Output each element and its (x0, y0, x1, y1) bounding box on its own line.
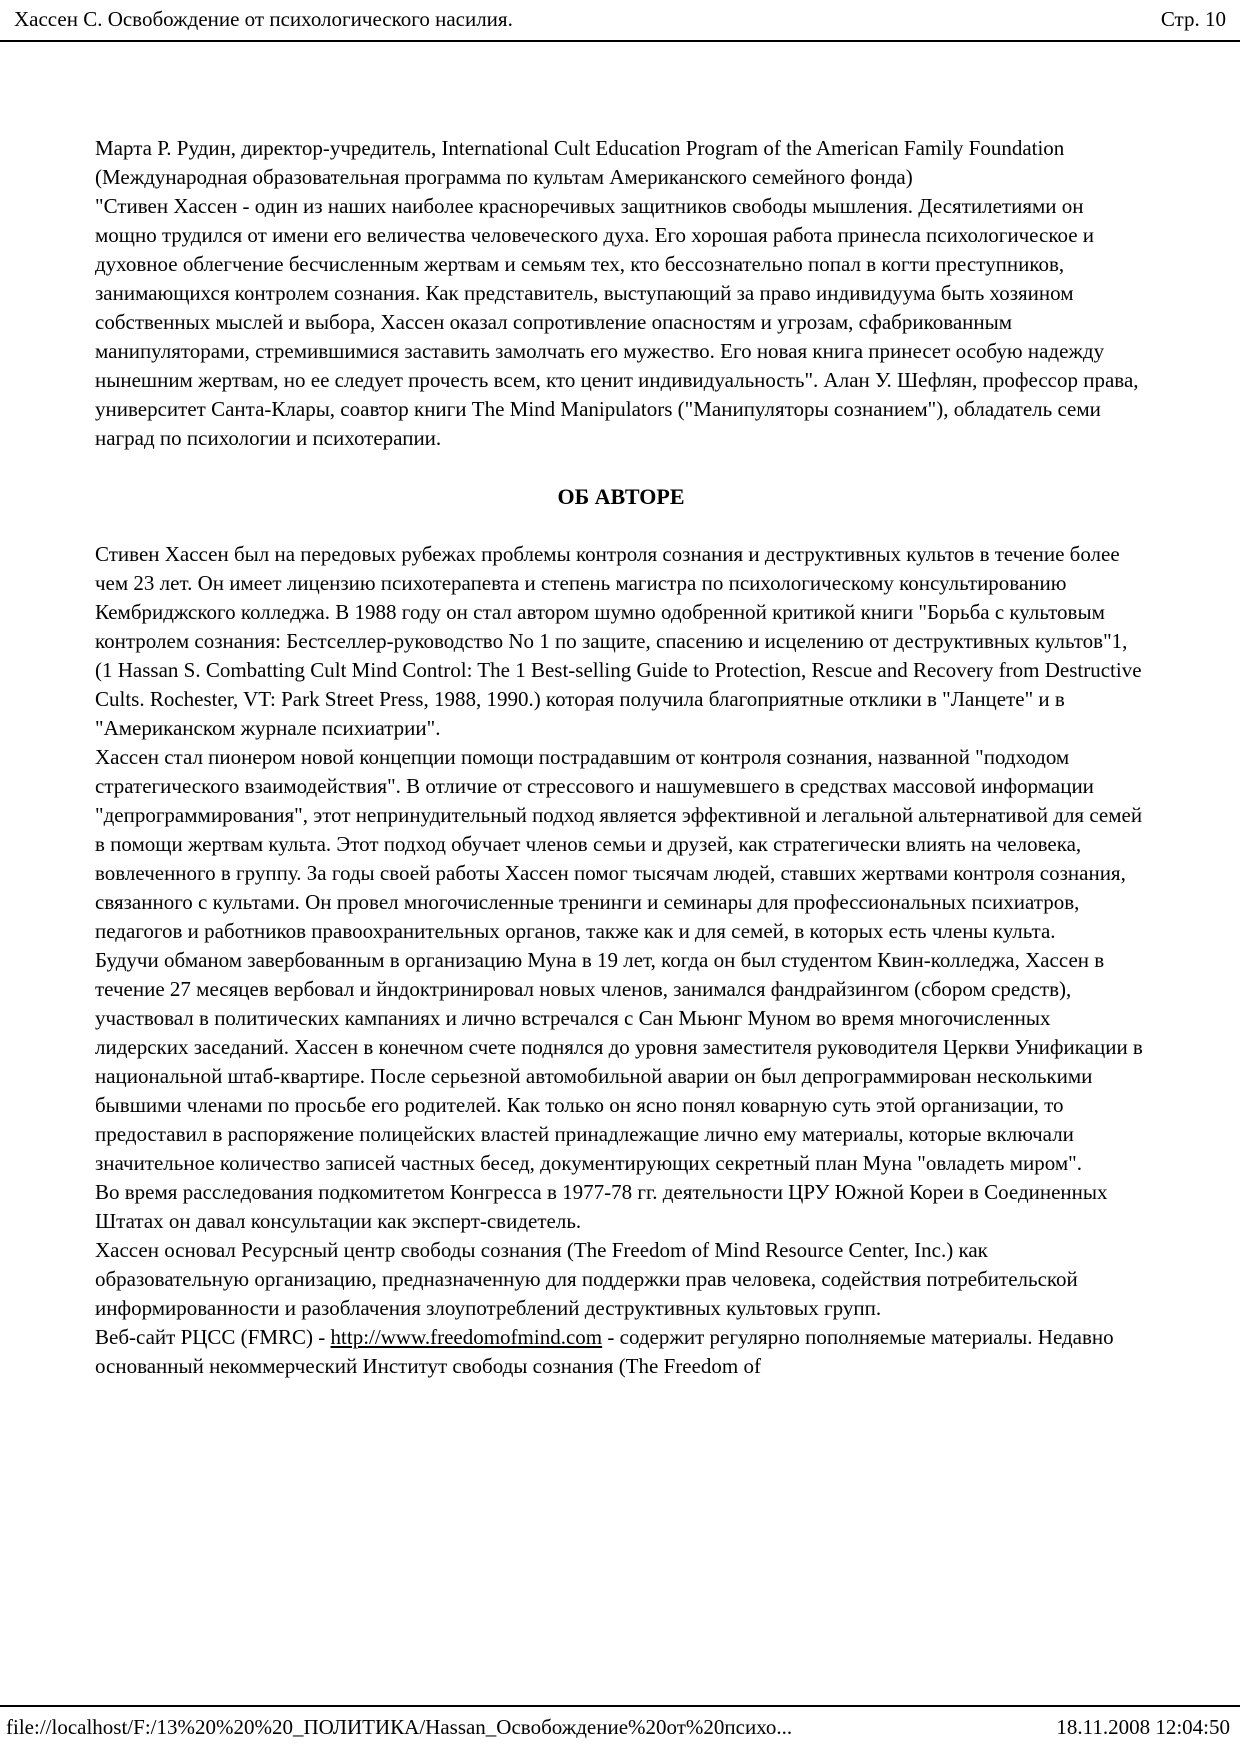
quote-paragraph: "Стивен Хассен - один из наших наиболее красноречивых защитников свободы мышления. Десятилетиями он мощно трудился от имени его величества человеческого духа. Его хорошая работа принесла психологическое и духовное облегчение бесчисленным жертвам и семьям тех, кто бессознательно попал в когти преступников, занимающихся контролем сознания. Как представитель, выступающий за право индивидуума быть хозяином собственных мыслей и выбора, Хассен оказал сопротивление опасностям и угрозам, сфабрикованным манипуляторами, стремившимися заставить замолчать его мужество. Его новая книга принесет особую надежду нынешним жертвам, но ее следует прочесть всем, кто ценит индивидуальность". Алан У. Шефлян, профессор права, университет Санта-Клары, соавтор книги The Mind Manipulators ("Манипуляторы сознанием"), обладатель семи наград по психологии и психотерапии. (95, 194, 1139, 450)
document-body (95, 134, 1147, 1381)
weblink-post-text: - содержит регулярно пополняемые материалы. Недавно основанный некоммерческий Институт свободы сознания (The Freedom of (95, 1325, 1114, 1378)
paragraph-about-5: Хассен основал Ресурсный центр свободы сознания (The Freedom of Mind Resource Center, Inc.) как образовательную организацию, предназначенную для поддержки прав человека, содействия потребительской информированности и разоблачения злоупотреблений деструктивных культовых групп. (95, 1238, 1078, 1320)
document-title: Хассен С. Освобождение от психологического насилия. (14, 7, 513, 31)
weblink-pre-text: Веб-сайт РЦСС (FMRC) - (95, 1325, 331, 1349)
print-datetime: 18.11.2008 12:04:50 (1056, 1715, 1230, 1739)
file-path: file://localhost/F:/13%20%20%20_ПОЛИТИКА/Hassan_Освобождение%20от%20психо... (6, 1715, 793, 1739)
print-header (0, 0, 1240, 42)
paragraph-about-2: Хассен стал пионером новой концепции помощи пострадавшим от контроля сознания, названной "подходом стратегического взаимодействия". В отличие от стрессового и нашумевшего в средствах массовой информации "депрограммирования", этот непринудительный подход является эффективной и легальной альтернативой для семей в помощи жертвам культа. Этот подход обучает членов семьи и друзей, как стратегически влиять на человека, вовлеченного в группу. За годы своей работы Хассен помог тысячам людей, ставших жертвами контроля сознания, связанного с культами. Он провел многочисленные тренинги и семинары для профессиональных психиатров, педагогов и работников правоохранительных органов, также как и для семей, в которых есть члены культа. (95, 745, 1143, 943)
attribution-paragraph: Марта Р. Рудин, директор-учредитель, International Cult Education Program of the American Family Foundation (Международная образовательная программа по культам Американского семейного фонда) (95, 136, 1065, 189)
paragraph-about-4: Во время расследования подкомитетом Конгресса в 1977-78 гг. деятельности ЦРУ Южной Кореи в Соединенных Штатах он давал консультации как эксперт-свидетель. (95, 1180, 1108, 1233)
section-heading: ОБ АВТОРЕ (557, 484, 685, 509)
paragraph-about-1: Стивен Хассен был на передовых рубежах проблемы контроля сознания и деструктивных культов в течение более чем 23 лет. Он имеет лицензию психотерапевта и степень магистра по психологическому консультированию Кембриджского колледжа. В 1988 году он стал автором шумно одобренной критикой книги "Борьба с культовым контролем сознания: Бестселлер-руководство No 1 по защите, спасению и исцелению от деструктивных культов"1, (1 Hassan S. Combatting Cult Mind Control: The 1 Best-selling Guide to Protection, Rescue and Recovery from Destructive Cults. Rochester, VT: Park Street Press, 1988, 1990.) которая получила благоприятные отклики в "Ланцете" и в "Американском журнале психиатрии". (95, 542, 1142, 740)
paragraph-about-3: Будучи обманом завербованным в организацию Муна в 19 лет, когда он был студентом Квин-колледжа, Хассен в течение 27 месяцев вербовал и йндоктринировал новых членов, занимался фандрайзингом (сбором средств), участвовал в политических кампаниях и лично встречался с Сан Мьюнг Муном во время многочисленных лидерских заседаний. Хассен в конечном счете поднялся до уровня заместителя руководителя Церкви Унификации в национальной штаб-квартире. После серьезной автомобильной аварии он был депрограммирован несколькими бывшими членами по просьбе его родителей. Как только он ясно понял коварную суть этой организации, то предоставил в распоряжение полицейских властей принадлежащие лично ему материалы, которые включали значительное количество записей частных бесед, документирующих секретный план Муна "овладеть миром". (95, 948, 1143, 1175)
page-number: Стр. 10 (1160, 7, 1226, 31)
weblink-paragraph (95, 1323, 1147, 1381)
print-footer (0, 1705, 1240, 1754)
freedomofmind-link[interactable]: http://www.freedomofmind.com (330, 1325, 603, 1349)
